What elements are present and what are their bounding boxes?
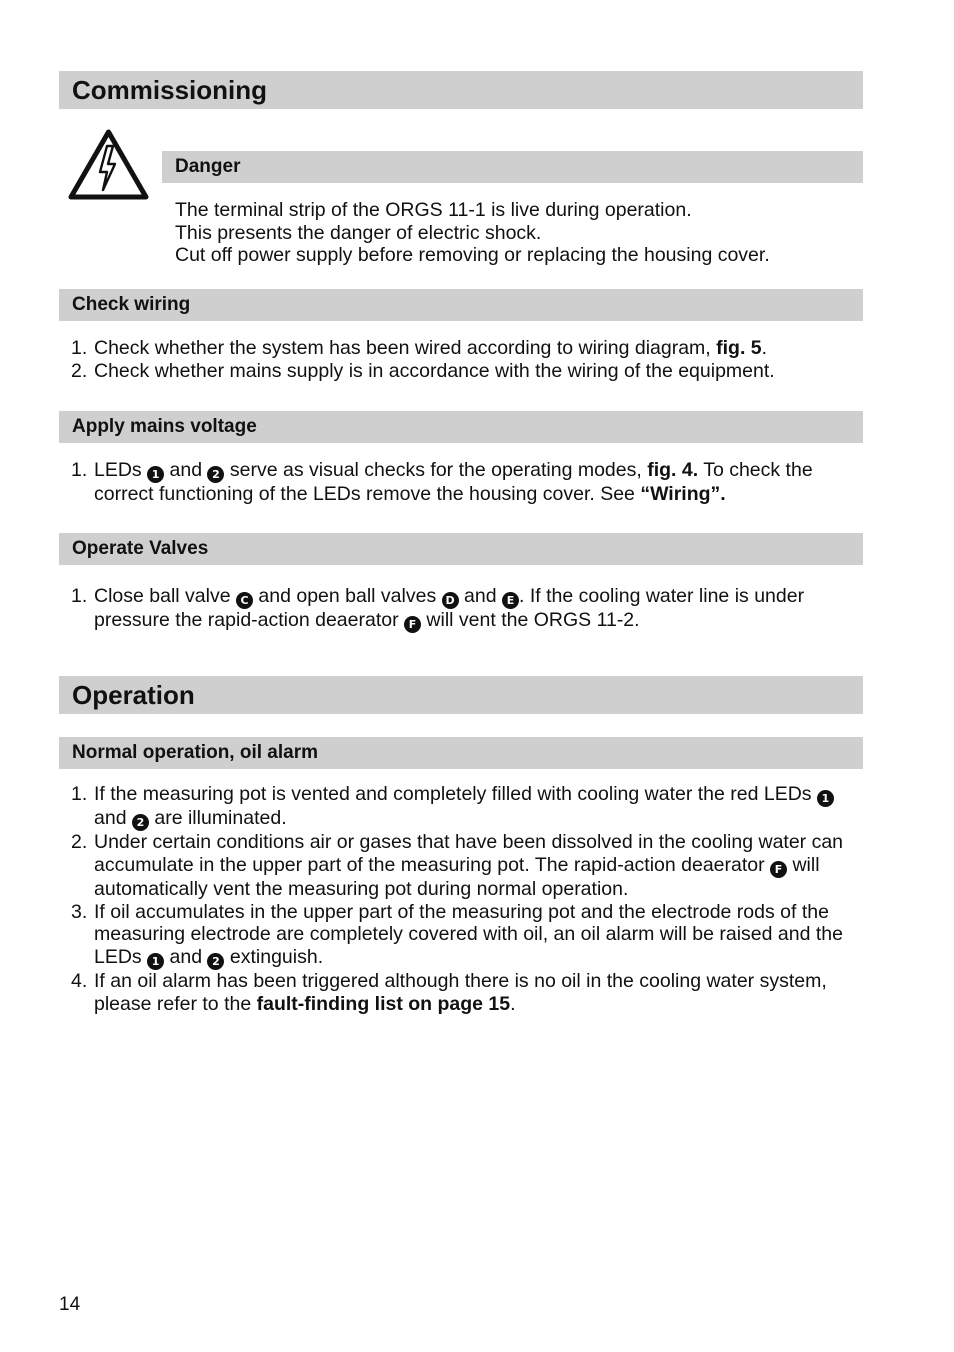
circled-number-icon: 1 xyxy=(147,953,164,970)
list-item xyxy=(71,360,866,383)
page-number: 14 xyxy=(59,1294,81,1315)
circled-number-icon: 2 xyxy=(207,953,224,970)
list-number: 3. xyxy=(71,900,88,923)
section-title: Operation xyxy=(72,679,195,710)
figure-reference: fig. 5 xyxy=(716,337,762,359)
list-text: Check whether the system has been wired according to wiring diagram, xyxy=(94,337,717,359)
list-text: If the measuring pot is vented and completely filled with cooling water the red LEDs xyxy=(94,783,817,805)
list-number: 1. xyxy=(71,783,88,805)
list-text: and xyxy=(94,807,132,829)
subsection-header-operate-valves xyxy=(59,533,863,565)
list-text: To check the correct functioning of the LEDs remove the housing cover. See xyxy=(94,459,813,505)
circled-letter-icon: E xyxy=(502,592,519,609)
subsection-title: Check wiring xyxy=(72,294,191,315)
section-reference: “Wiring”. xyxy=(640,483,726,505)
danger-text xyxy=(175,199,865,267)
list-text: If an oil alarm has been triggered although there is no oil in the cooling water system, please refer to the xyxy=(94,970,827,1015)
list-text: . If the cooling water line is under pressure the rapid-action deaerator xyxy=(94,585,805,631)
subsection-header-apply-mains-voltage xyxy=(59,411,863,443)
circled-number-icon: 1 xyxy=(817,790,834,807)
list-text: . xyxy=(761,337,768,359)
circled-letter-icon: F xyxy=(770,861,787,878)
apply-mains-list xyxy=(71,459,866,506)
check-wiring-list xyxy=(71,337,866,383)
figure-reference: fig. 4. xyxy=(647,459,699,481)
list-text: If oil accumulates in the upper part of the measuring pot and the electrode rods of the measuring electrode are completely covered with oil, an oil alarm will be raised and the LEDs xyxy=(94,900,843,969)
section-header-commissioning xyxy=(59,71,863,109)
subsection-title: Apply mains voltage xyxy=(72,416,257,437)
list-text: . xyxy=(510,992,516,1015)
high-voltage-warning-icon xyxy=(67,128,150,202)
list-text: serve as visual checks for the operating modes, xyxy=(224,459,648,481)
list-text: Under certain conditions air or gases that have been dissolved in the cooling water can accumulate in the upper part of the measuring pot. The rapid-action deaerator xyxy=(94,831,844,876)
list-number: 4. xyxy=(71,970,88,993)
subsection-header-check-wiring xyxy=(59,289,863,321)
list-item xyxy=(71,970,866,1016)
circled-letter-icon: C xyxy=(236,592,253,609)
danger-line: Cut off power supply before removing or replacing the housing cover. xyxy=(175,244,770,267)
normal-operation-list xyxy=(71,783,866,1016)
subsection-title: Danger xyxy=(175,156,241,177)
circled-number-icon: 2 xyxy=(132,814,149,831)
circled-letter-icon: D xyxy=(442,592,459,609)
list-item xyxy=(71,783,866,831)
danger-line: This presents the danger of electric shock. xyxy=(175,221,542,244)
list-number: 2. xyxy=(71,359,88,382)
list-text: Close ball valve xyxy=(94,585,236,607)
section-title: Commissioning xyxy=(72,74,268,105)
list-text: and open ball valves xyxy=(252,585,442,607)
section-header-operation xyxy=(59,676,863,714)
list-item xyxy=(71,337,866,360)
list-text: and xyxy=(164,459,208,481)
list-number: 2. xyxy=(71,831,88,853)
operate-valves-list xyxy=(71,585,866,633)
circled-number-icon: 2 xyxy=(207,466,224,483)
list-number: 1. xyxy=(71,585,88,607)
circled-letter-icon: F xyxy=(404,616,421,633)
list-text: and xyxy=(164,946,208,969)
list-number: 1. xyxy=(71,459,88,481)
list-text: LEDs xyxy=(94,459,148,481)
list-item xyxy=(71,585,866,633)
list-item xyxy=(71,459,866,506)
list-number: 1. xyxy=(71,337,88,359)
subsection-title: Normal operation, oil alarm xyxy=(72,742,318,763)
page-reference: fault-finding list on page 15 xyxy=(256,992,511,1015)
list-item xyxy=(71,831,866,901)
subsection-header-danger xyxy=(162,151,863,183)
list-text: will automatically vent the measuring pot during normal operation. xyxy=(94,853,820,900)
list-text: are illuminated. xyxy=(148,807,287,829)
list-item xyxy=(71,901,866,971)
list-text: extinguish. xyxy=(224,946,324,969)
subsection-header-normal-operation xyxy=(59,737,863,769)
list-text: Check whether mains supply is in accordance with the wiring of the equipment. xyxy=(94,359,775,382)
circled-number-icon: 1 xyxy=(147,466,164,483)
danger-line: The terminal strip of the ORGS 11-1 is live during operation. xyxy=(175,199,692,221)
subsection-title: Operate Valves xyxy=(72,538,209,559)
list-text: will vent the ORGS 11-2. xyxy=(421,609,640,631)
list-text: and xyxy=(458,585,502,607)
